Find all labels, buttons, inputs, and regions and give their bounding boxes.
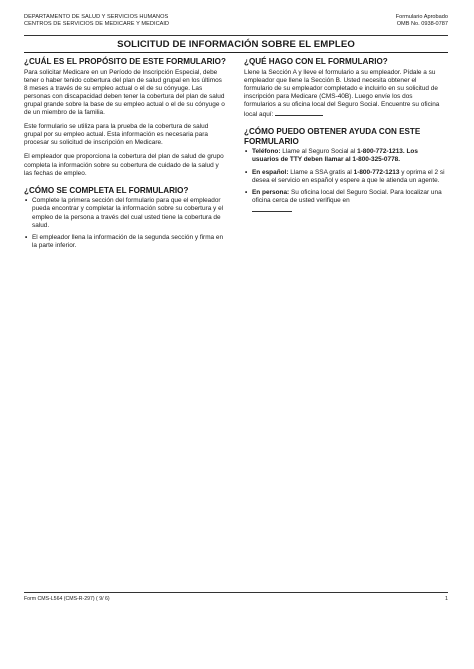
help-list — [244, 148, 446, 215]
how-to-complete-list — [24, 197, 226, 250]
agency-line-1: DEPARTAMENTO DE SALUD Y SERVICIOS HUMANOS — [24, 14, 169, 20]
purpose-paragraph-3: El empleador que proporciona la cobertura del plan de salud de grupo completa la información sobre su cobertura de cuidado de la salud y las fechas de empleo. — [24, 153, 224, 177]
document-title: SOLICITUD DE INFORMACIÓN SOBRE EL EMPLEO — [117, 39, 355, 50]
tty-text: . Los usuarios de TTY deben llamar al 1-800-325-0778. — [252, 148, 418, 164]
bullet-icon: • — [25, 197, 28, 205]
what-to-do-paragraph — [244, 69, 446, 120]
list-item — [244, 169, 446, 185]
bullet-icon: • — [245, 148, 248, 156]
list-item — [24, 197, 226, 229]
purpose-paragraph-2: Este formulario se utiliza para la prueba de la cobertura de salud grupal por su empleo actual. Esta información es necesaria para procesar su solicitud de inscripción en Medicare. — [24, 123, 209, 147]
what-to-do-heading: ¿QUÉ HAGO CON EL FORMULARIO? — [244, 57, 388, 66]
office-locator-blank[interactable] — [252, 205, 292, 212]
list-item-text: El empleador llena la información de la segunda sección y firma en la parte inferior. — [32, 233, 224, 249]
header-divider — [24, 35, 448, 36]
purpose-heading: ¿CUÁL ES EL PROPÓSITO DE ESTE FORMULARIO? — [24, 57, 226, 66]
left-column — [24, 57, 226, 256]
right-column — [244, 57, 446, 221]
bullet-icon: • — [245, 168, 248, 176]
bullet-icon: • — [25, 233, 28, 241]
spanish-phone: 1-800-772-1213 — [353, 168, 400, 176]
footer-divider — [24, 592, 448, 593]
list-item — [244, 148, 446, 164]
omb-approval — [396, 14, 448, 28]
list-item-text: Complete la primera sección del formulario para que el empleador pueda encontrar y completar la información sobre su cobertura y el empleo de la persona a través del cual usted tiene la cobertura de salud. — [32, 197, 224, 229]
office-link-blank[interactable] — [275, 109, 323, 116]
bullet-icon: • — [245, 188, 248, 196]
in-person-text: Su oficina local del Seguro Social. Para localizar una oficina cerca de usted verifique en — [252, 188, 442, 204]
form-footer — [24, 594, 448, 604]
approval-line-1: Formulario Aprobado — [395, 14, 448, 20]
spanish-text: Llame a SSA gratis al — [288, 168, 354, 176]
list-item — [24, 234, 226, 250]
spanish-rest: y oprima el 2 si desea el servicio en español y espere a que le atienda un agente. — [252, 168, 445, 184]
list-item — [244, 189, 446, 215]
page-number: 1 — [445, 596, 448, 602]
title-divider — [24, 52, 448, 53]
help-heading: ¿CÓMO PUEDO OBTENER AYUDA CON ESTE FORMULARIO — [244, 127, 421, 146]
agency-line-2: CENTROS DE SERVICIOS DE MEDICARE Y MEDICAID — [24, 21, 170, 27]
in-person-label: En persona: — [252, 188, 290, 196]
phone-text: Llame al Seguro Social al — [280, 148, 358, 156]
form-id: Form CMS-L564 (CMS-R-297) ( 9/ 6) — [24, 596, 110, 602]
phone-label: Teléfono: — [252, 148, 281, 156]
purpose-paragraph-1: Para solicitar Medicare en un Período de Inscripción Especial, debe tener o haber tenido cobertura del plan de salud grupal en los últimos 8 meses a través de su empleo actual o el de su cónyuge. Las personas con discapacidad deben tener la cobertura del plan de salud grupal grande sobre la base de su empleo actual o el de su cónyuge o de un miembro de la familia. — [24, 68, 225, 117]
agency-name — [24, 14, 169, 28]
how-to-complete-heading: ¿CÓMO SE COMPLETA EL FORMULARIO? — [24, 185, 189, 195]
spanish-label: En español: — [252, 168, 289, 176]
approval-line-2: OMB No. 0938-0787 — [396, 21, 448, 27]
phone-number: 1-800-772-1213 — [357, 148, 403, 156]
what-to-do-text: Llene la Sección A y lleve el formulario a su empleador. Pídale a su empleador que llene la Sección B. Usted necesita obtener el formulario de su empleador completado e incluirlo en su solicitud de inscripción para Medicare (CMS-40B). Luego envíe los dos formularios a su oficina local del Seguro Social. Encuentre su oficina local aquí: — [244, 68, 440, 119]
